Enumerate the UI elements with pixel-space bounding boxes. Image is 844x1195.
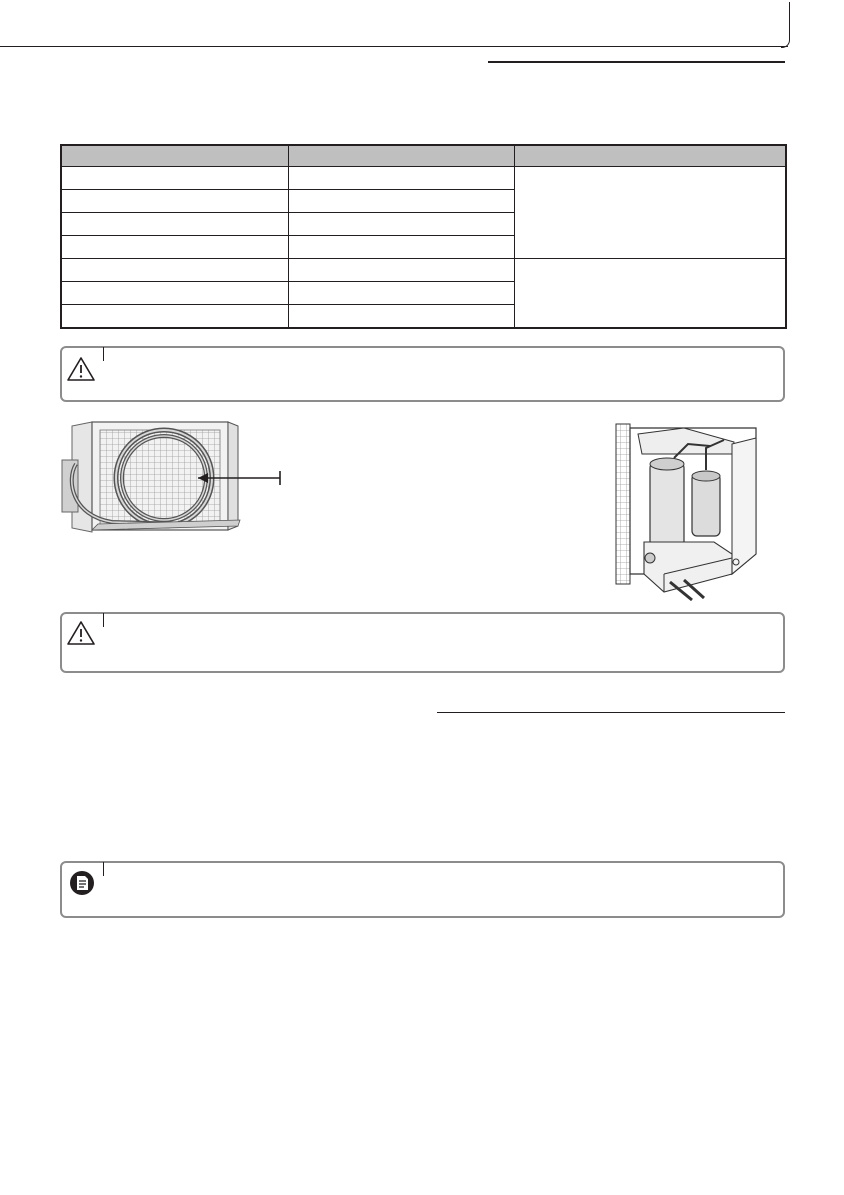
table-cell xyxy=(288,190,514,213)
outdoor-unit-illustration xyxy=(52,420,292,538)
section-title-underline xyxy=(488,61,785,63)
note-box-tick xyxy=(103,862,104,876)
caution-box xyxy=(60,612,785,673)
page-header-corner xyxy=(781,2,790,48)
warning-triangle-icon xyxy=(66,356,96,382)
table-cell xyxy=(61,305,288,329)
table-cell xyxy=(61,259,288,282)
table-row xyxy=(61,167,786,190)
table-cell xyxy=(288,259,514,282)
table-cell xyxy=(288,305,514,329)
table-cell xyxy=(61,167,288,190)
table-cell xyxy=(61,190,288,213)
table-row xyxy=(61,259,786,282)
table-group-cell xyxy=(514,259,786,329)
table-cell xyxy=(288,282,514,305)
caution-box xyxy=(60,346,785,402)
spec-table-header-row xyxy=(61,145,786,167)
section-title-underline xyxy=(437,712,785,713)
caution-box-tick xyxy=(103,613,104,627)
table-group-cell xyxy=(514,167,786,259)
table-cell xyxy=(61,236,288,259)
table-cell xyxy=(288,236,514,259)
caution-box-tick xyxy=(103,347,104,361)
note-box xyxy=(60,861,785,918)
table-cell xyxy=(288,167,514,190)
spec-table xyxy=(60,144,787,329)
spec-table-header-cell xyxy=(288,145,514,167)
page-header-rule xyxy=(0,46,788,47)
warning-triangle-icon xyxy=(66,620,96,646)
table-cell xyxy=(61,282,288,305)
spec-table-header-cell xyxy=(61,145,288,167)
note-icon xyxy=(69,870,95,896)
compressor-illustration xyxy=(614,424,760,600)
table-cell xyxy=(61,213,288,236)
spec-table-header-cell xyxy=(514,145,786,167)
table-cell xyxy=(288,213,514,236)
